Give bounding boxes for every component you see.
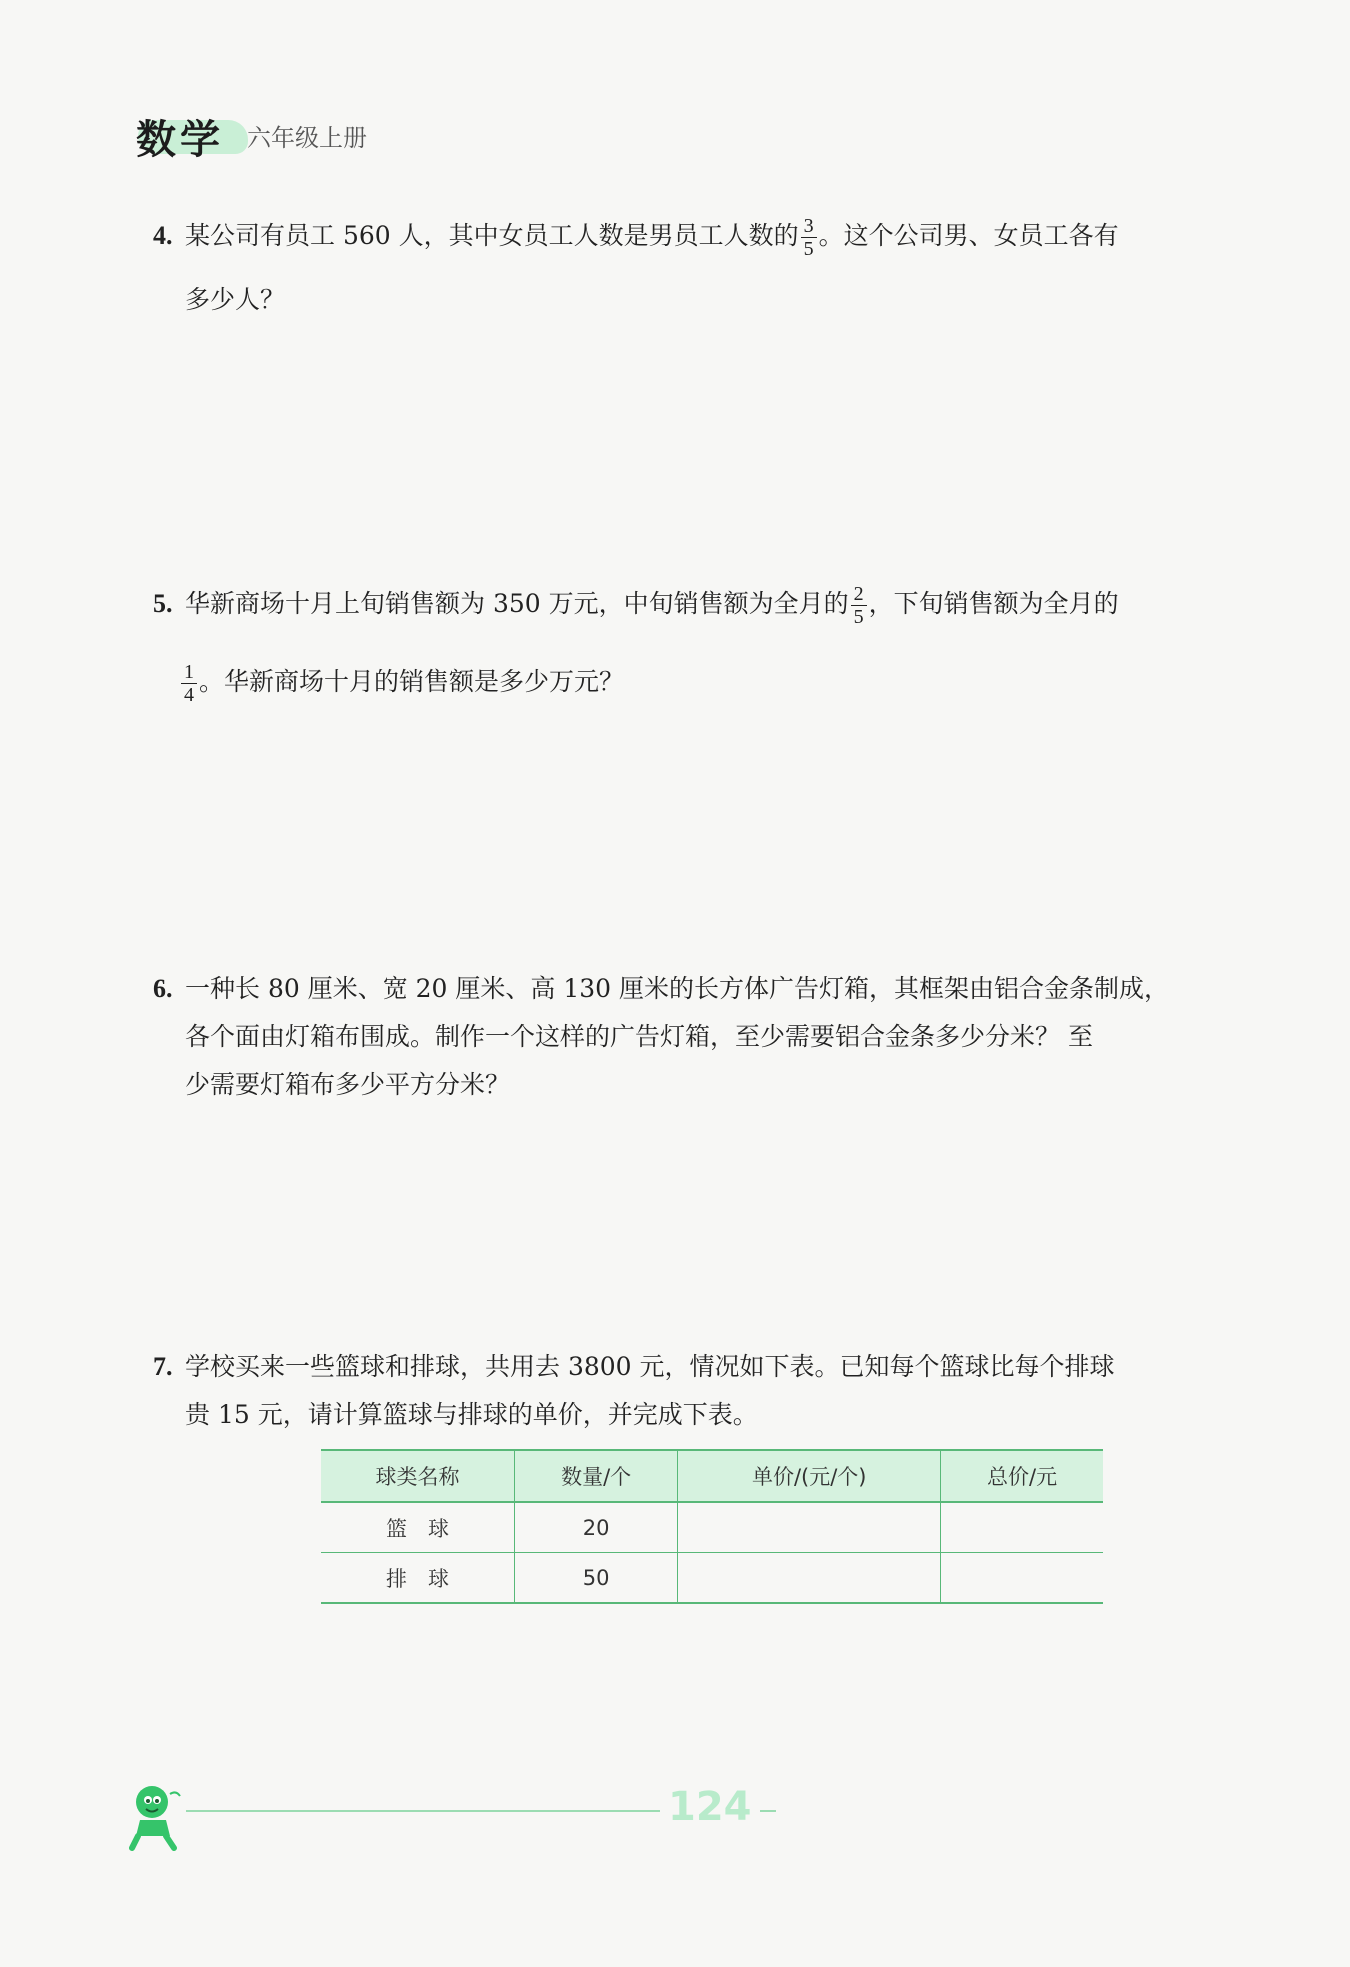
question-line bbox=[185, 212, 1215, 260]
question-line bbox=[185, 276, 1215, 324]
column-header: 总价/元 bbox=[941, 1450, 1103, 1502]
fraction bbox=[801, 215, 817, 260]
table-cell: 篮 球 bbox=[321, 1502, 514, 1553]
ball-price-table bbox=[321, 1449, 1103, 1604]
question-4 bbox=[153, 212, 1215, 324]
page-footer bbox=[120, 1770, 760, 1860]
mascot-icon bbox=[126, 1780, 186, 1852]
question-text: 华新商场十月上旬销售额为 350 万元，中旬销售额为全月的 bbox=[185, 589, 849, 618]
question-number: 7. bbox=[153, 1352, 173, 1381]
table-cell: 排 球 bbox=[321, 1553, 514, 1604]
table-header-row bbox=[321, 1450, 1103, 1502]
question-text: 某公司有员工 560 人，其中女员工人数是男员工人数的 bbox=[185, 221, 799, 250]
denominator: 4 bbox=[184, 684, 194, 706]
subject-title: 数学 bbox=[136, 117, 224, 163]
question-line bbox=[179, 658, 1215, 706]
question-5 bbox=[153, 580, 1215, 706]
column-header: 球类名称 bbox=[321, 1450, 514, 1502]
question-text: 。华新商场十月的销售额是多少万元？ bbox=[199, 667, 625, 696]
question-7 bbox=[153, 1343, 1215, 1439]
question-text: ，下旬销售额为全月的 bbox=[868, 589, 1119, 618]
question-number: 6. bbox=[153, 974, 173, 1003]
numerator: 2 bbox=[851, 583, 867, 606]
grade-subtitle: 六年级上册 bbox=[247, 124, 367, 152]
denominator: 5 bbox=[803, 238, 814, 260]
table-row bbox=[321, 1553, 1103, 1604]
question-line: 贵 15 元，请计算篮球与排球的单价，并完成下表。 bbox=[185, 1400, 758, 1429]
question-text: 。这个公司男、女员工各有 bbox=[818, 221, 1119, 250]
page-number: 124 bbox=[660, 1784, 760, 1830]
column-header: 数量/个 bbox=[514, 1450, 677, 1502]
denominator: 5 bbox=[853, 606, 864, 628]
question-text: 多少人？ bbox=[185, 285, 286, 314]
table-cell: 50 bbox=[514, 1553, 677, 1604]
question-number: 5. bbox=[153, 589, 173, 618]
answer-cell[interactable] bbox=[941, 1553, 1103, 1604]
column-header: 单价/(元/个) bbox=[678, 1450, 941, 1502]
question-line: 学校买来一些篮球和排球，共用去 3800 元，情况如下表。已知每个篮球比每个排球 bbox=[185, 1352, 1115, 1381]
question-line: 少需要灯箱布多少平方分米？ bbox=[185, 1070, 511, 1099]
answer-cell[interactable] bbox=[678, 1553, 941, 1604]
question-line: 各个面由灯箱布围成。制作一个这样的广告灯箱，至少需要铝合金条多少分米？ 至 bbox=[185, 1022, 1093, 1051]
numerator: 1 bbox=[181, 661, 197, 684]
question-number: 4. bbox=[153, 221, 173, 250]
answer-cell[interactable] bbox=[678, 1502, 941, 1553]
numerator: 3 bbox=[801, 215, 817, 238]
table-cell: 20 bbox=[514, 1502, 677, 1553]
fraction bbox=[181, 661, 197, 706]
table-row bbox=[321, 1502, 1103, 1553]
question-6 bbox=[153, 965, 1215, 1109]
question-line bbox=[185, 580, 1215, 628]
question-line: 一种长 80 厘米、宽 20 厘米、高 130 厘米的长方体广告灯箱，其框架由铝合金条制成， bbox=[185, 974, 1170, 1003]
answer-cell[interactable] bbox=[941, 1502, 1103, 1553]
fraction bbox=[851, 583, 867, 628]
